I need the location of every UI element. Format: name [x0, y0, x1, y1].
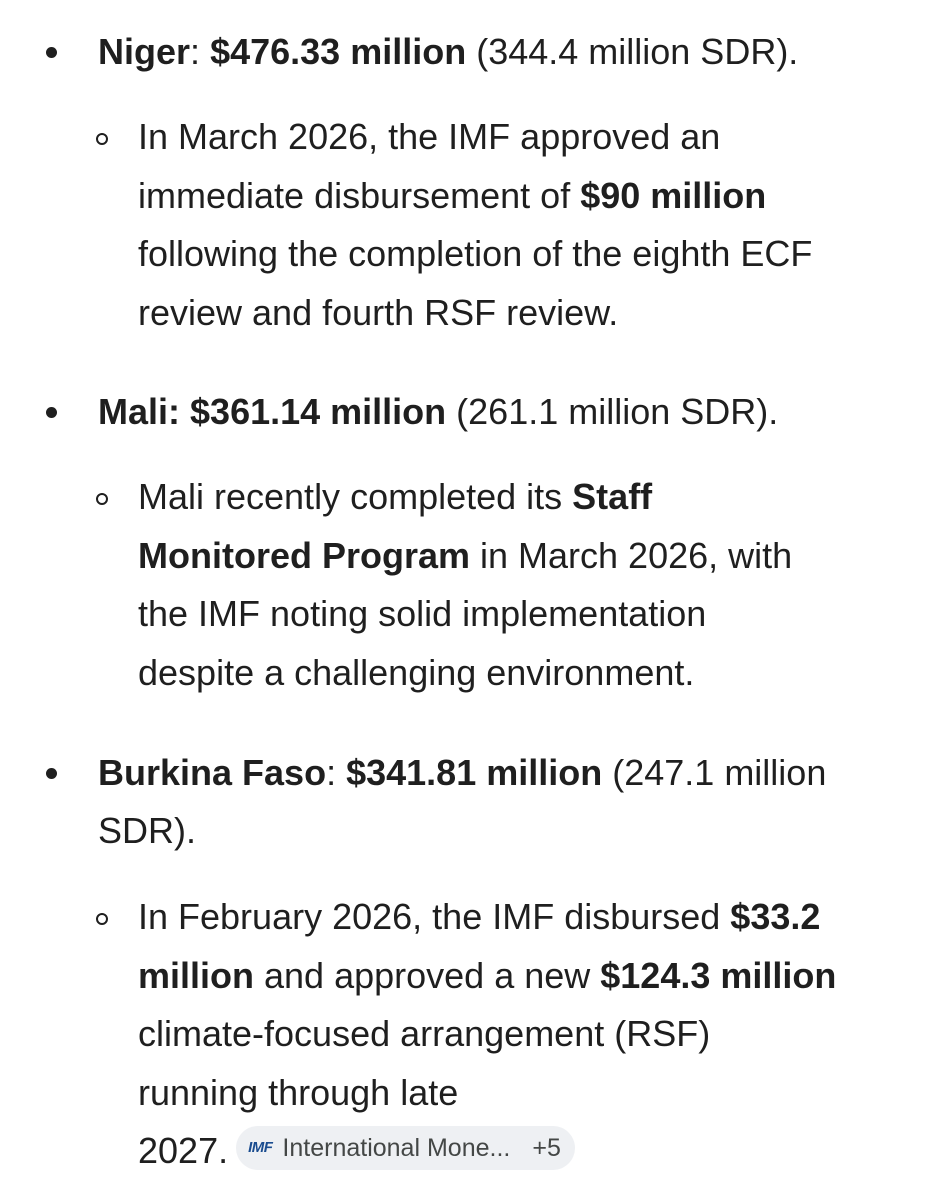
list-item-burkina-faso: Burkina Faso: $341.81 million (247.1 million SDR). [98, 752, 827, 851]
list-item-mali [98, 383, 898, 441]
sdr-amount: (261.1 million SDR). [446, 391, 779, 432]
sdr-amount: (344.4 million SDR). [466, 31, 799, 72]
bullet-dot [46, 407, 57, 418]
sub-item-burkina-faso: In February 2026, the IMF disbursed $33.2 million and approved a new $124.3 million climate-focused arrangement (RSF) running through late 2027. IMF International Mone... +5 [138, 896, 837, 1171]
bullet-dot [46, 768, 57, 779]
sub-item-niger: In March 2026, the IMF approved an immediate disbursement of $90 million following the completion of the eighth ECF review and fourth RSF review. [138, 116, 813, 333]
more-sources-count: +5 [532, 1134, 561, 1163]
source-citation-chip[interactable] [236, 1126, 575, 1170]
bullet-dot [46, 47, 57, 58]
amount: $476.33 million [210, 31, 467, 72]
imf-logo-icon: IMF [248, 1139, 273, 1157]
country-name: Burkina Faso [98, 752, 327, 793]
amount: $361.14 million [190, 391, 447, 432]
sdr-amount: (247.1 million [602, 752, 827, 793]
sub-item-mali: Mali recently completed its Staff Monitored Program in March 2026, with the IMF noting solid implementation despite a challenging environment. [138, 476, 793, 693]
list-item-niger: Niger: $476.33 million (344.4 million SDR). [98, 31, 799, 72]
sub-bullet-ring [96, 133, 108, 145]
amount: $341.81 million [346, 752, 603, 793]
country-name: Mali: [98, 391, 181, 432]
sub-bullet-ring [96, 493, 108, 505]
sub-bullet-ring [96, 913, 108, 925]
country-name: Niger [98, 31, 191, 72]
source-label: International Mone... [282, 1134, 511, 1163]
